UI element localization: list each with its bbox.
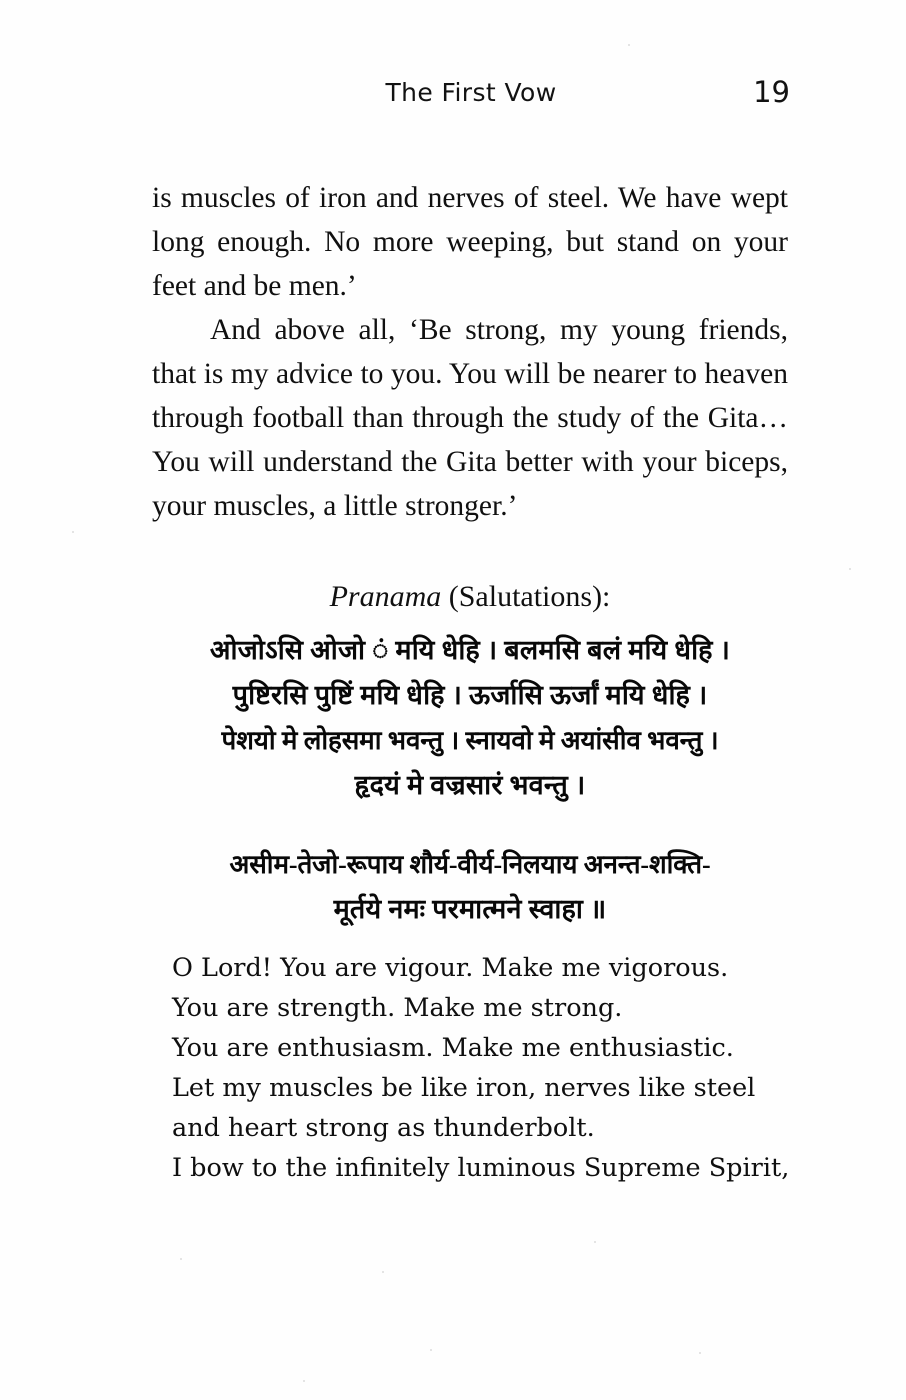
running-head: [152, 75, 790, 120]
mantra-line: पेशयो मे लोहसमा भवन्तु । स्नायवो मे अयांसीव भवन्तु ।: [221, 726, 719, 755]
scan-speckle: [430, 1349, 432, 1351]
scan-speckle: [180, 1258, 182, 1260]
mantra-block-two: [152, 808, 788, 932]
scan-speckle: [382, 1271, 384, 1273]
mantra-line: असीम-तेजो-रूपाय शौर्य-वीर्य-निलयाय अनन्त-शक्ति-: [229, 850, 711, 879]
scan-speckle: [849, 568, 851, 570]
mantra-block-one: [152, 618, 788, 808]
pranama-term: Pranama: [329, 580, 442, 613]
pranama-heading: [152, 528, 788, 618]
body-paragraph: is muscles of iron and nerves of steel. We have wept long enough. No more weeping, but stand on your feet and be men.’: [152, 182, 788, 302]
scan-speckle: [628, 44, 630, 46]
page-number: 19: [753, 75, 790, 109]
mantra-line: मूर्तये नमः परमात्मने स्वाहा ॥: [333, 894, 607, 924]
scan-speckle: [699, 1352, 701, 1354]
mantra-line: हृदयं मे वज्रसारं भवन्तु ।: [354, 770, 586, 800]
translation-block: [152, 932, 788, 1188]
chapter-title: The First Vow: [385, 78, 557, 107]
mantra-line: पुष्टिरसि पुष्टिं मयि धेहि । ऊर्जासि ऊर्जां मयि धेहि ।: [232, 680, 708, 710]
text-column: [152, 176, 788, 1188]
translation-line: You are strength. Make me strong.: [172, 993, 623, 1023]
pranama-gloss: (Salutations):: [441, 580, 611, 613]
body-paragraph: And above all, ‘Be strong, my young friends, that is my advice to you. You will be nearer to heaven through football than through the study of the Gita…You will understand the Gita better with your biceps, your muscles, a little stronger.’: [152, 314, 788, 522]
mantra-line: ओजोऽसि ओजो ं मयि धेहि । बलमसि बलं मयि धेहि ।: [209, 635, 731, 665]
scan-speckle: [594, 1241, 596, 1243]
translation-line: Let my muscles be like iron, nerves like steel: [172, 1073, 756, 1103]
translation-line: I bow to the infinitely luminous Supreme Spirit,: [172, 1153, 790, 1183]
scan-speckle: [303, 1380, 305, 1382]
scan-speckle: [72, 531, 74, 533]
translation-line: O Lord! You are vigour. Make me vigorous.: [172, 953, 729, 983]
translation-line: and heart strong as thunderbolt.: [172, 1113, 595, 1143]
translation-line: You are enthusiasm. Make me enthusiastic.: [172, 1033, 734, 1063]
